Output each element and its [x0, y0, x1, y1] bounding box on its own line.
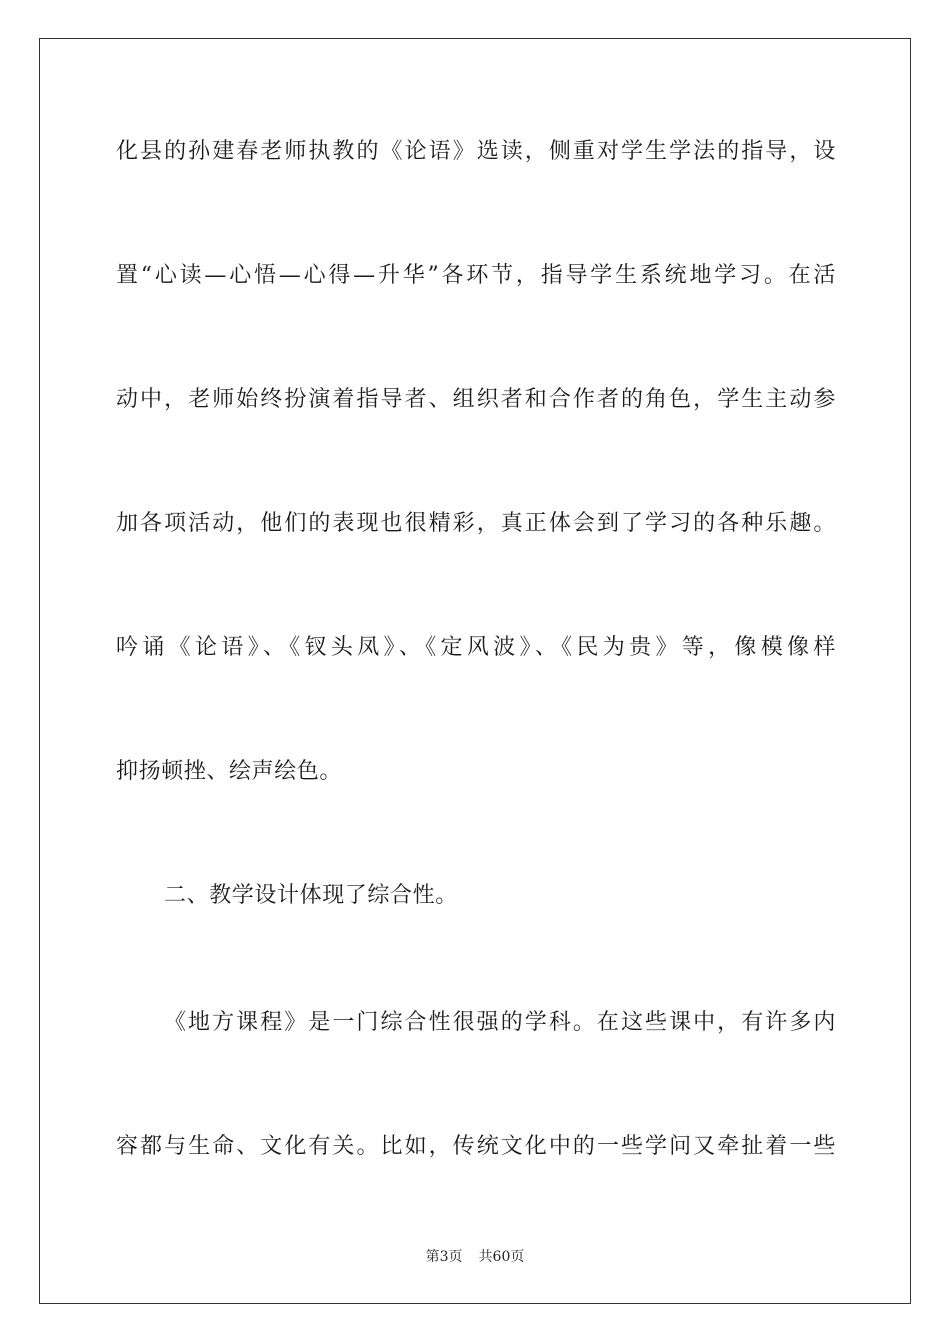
page-footer [0, 1247, 950, 1267]
page-border [39, 38, 911, 1304]
body-line-9: 容都与生命、文化有关。比如，传统文化中的一些学问又牵扯着一些 [116, 1134, 836, 1159]
page-number: 第3页 [425, 1249, 463, 1265]
body-line-3: 动中，老师始终扮演着指导者、组织者和合作者的角色，学生主动参 [116, 387, 836, 412]
body-line-6: 抑扬顿挫、绘声绘色。 [116, 759, 343, 784]
page-total: 共60页 [478, 1249, 525, 1265]
section-heading: 二、教学设计体现了综合性。 [164, 883, 458, 908]
body-line-8: 《地方课程》是一门综合性很强的学科。在这些课中，有许多内 [164, 1010, 836, 1035]
body-line-4: 加各项活动，他们的表现也很精彩，真正体会到了学习的各种乐趣。 [116, 511, 836, 536]
body-line-1: 化县的孙建春老师执教的《论语》选读，侧重对学生学法的指导，设 [116, 139, 836, 164]
body-line-5: 吟诵《论语》、《钗头凤》、《定风波》、《民为贵》等，像模像样 [116, 635, 836, 660]
body-line-2: 置“心读—心悟—心得—升华”各环节，指导学生系统地学习。在活 [116, 263, 836, 288]
